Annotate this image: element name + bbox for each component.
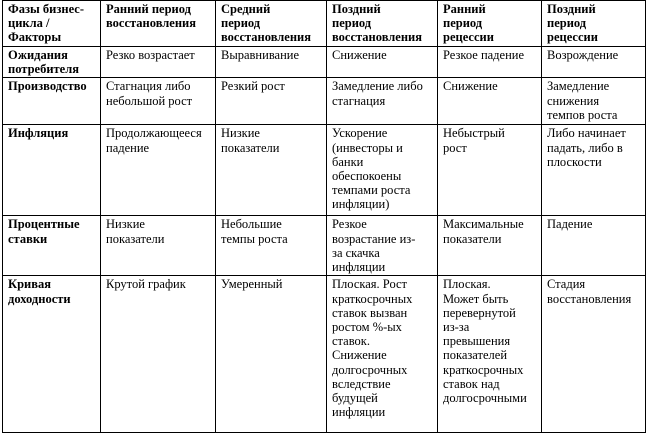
table-cell: Снижение (327, 47, 438, 78)
table-row-yield-curve (3, 276, 646, 433)
table-row-inflation (3, 125, 646, 216)
table-cell: Стадия восстановления (542, 276, 646, 433)
table-cell: Низкие показатели (101, 216, 216, 276)
header-row (3, 1, 646, 47)
table-cell: Стагнация либо небольшой рост (101, 78, 216, 125)
table-cell: Низкие показатели (216, 125, 327, 216)
table-cell: Резко возрастает (101, 47, 216, 78)
table-cell: Крутой график (101, 276, 216, 433)
table-cell: Выравнивание (216, 47, 327, 78)
table-cell: Умеренный (216, 276, 327, 433)
header-cell-early-recovery: Ранний период восстановления (101, 1, 216, 47)
table-cell: Небыстрый рост (438, 125, 542, 216)
header-cell-phases: Фазы бизнес- цикла / Факторы (3, 1, 101, 47)
header-cell-late-recession: Поздний период рецессии (542, 1, 646, 47)
table-cell: Резкое возрастание из- за скачка инфляции (327, 216, 438, 276)
table-cell: Плоская. Рост краткосрочных ставок вызван ростом %-ых ставок. Снижение долгосрочных вследствие будущей инфляции (327, 276, 438, 433)
table-cell: Замедление либо стагнация (327, 78, 438, 125)
factor-cell: Производство (3, 78, 101, 125)
table-cell: Продолжающееся падение (101, 125, 216, 216)
table-cell: Падение (542, 216, 646, 276)
factor-cell: Инфляция (3, 125, 101, 216)
header-cell-mid-recovery: Средний период восстановления (216, 1, 327, 47)
table-cell: Небольшие темпы роста (216, 216, 327, 276)
table-row-consumer-expectations (3, 47, 646, 78)
factor-cell: Процентные ставки (3, 216, 101, 276)
factor-cell: Кривая доходности (3, 276, 101, 433)
table-cell: Возрождение (542, 47, 646, 78)
table-row-production (3, 78, 646, 125)
table-row-interest-rates (3, 216, 646, 276)
table-cell: Ускорение (инвесторы и банки обеспокоены темпами роста инфляции) (327, 125, 438, 216)
table-cell: Замедление снижения темпов роста (542, 78, 646, 125)
table-cell: Резкий рост (216, 78, 327, 125)
table-cell: Либо начинает падать, либо в плоскости (542, 125, 646, 216)
business-cycle-table (2, 0, 646, 433)
table-cell: Снижение (438, 78, 542, 125)
table-cell: Плоская. Может быть перевернутой из-за превышения показателей краткосрочных ставок над долгосрочными (438, 276, 542, 433)
table-cell: Резкое падение (438, 47, 542, 78)
factor-cell: Ожидания потребителя (3, 47, 101, 78)
table-cell: Максимальные показатели (438, 216, 542, 276)
header-cell-early-recession: Ранний период рецессии (438, 1, 542, 47)
header-cell-late-recovery: Поздний период восстановления (327, 1, 438, 47)
